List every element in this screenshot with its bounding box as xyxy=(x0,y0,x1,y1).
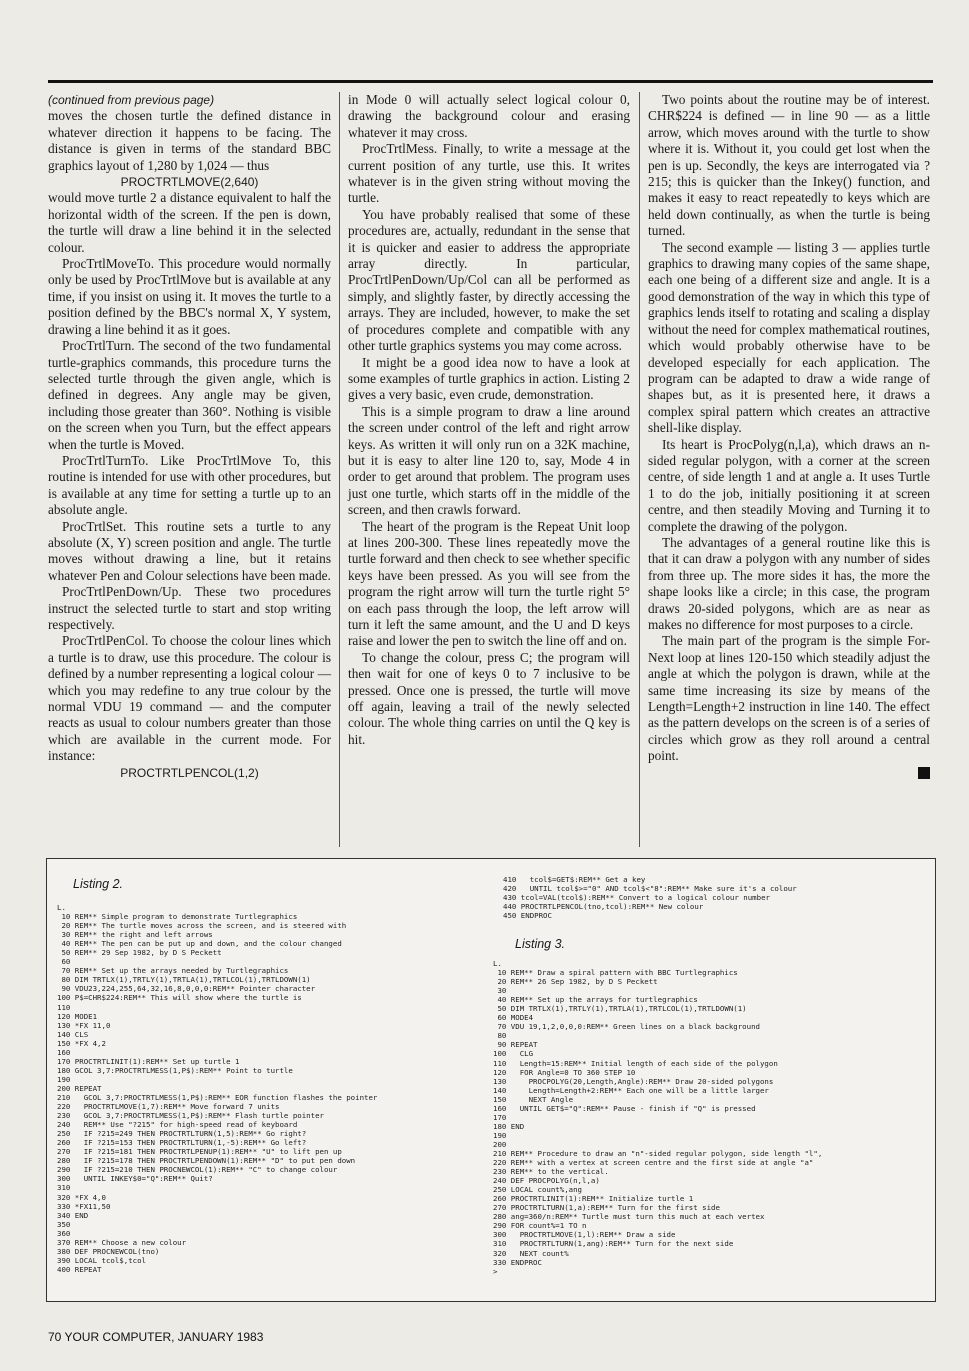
article-column-2 xyxy=(348,92,630,748)
paragraph: ProcTrtlTurnTo. Like ProcTrtlMove To, this routine is intended for use with other procedures, but is available at any time for setting a turtle up to an absolute angle. xyxy=(48,452,331,518)
code-example: PROCTRTLPENCOL(1,2) xyxy=(120,765,259,780)
paragraph: ProcTrtlPenCol. To choose the colour lines which a turtle is to draw, use this procedure. The colour is defined by a number representing a logical colour — which you may redefine to any true colour by the normal VDU 19 command — and the computer reacts as usual to colour numbers greater than those which are available in the current mode. For instance: xyxy=(48,633,331,764)
listing-2-title: Listing 2. xyxy=(73,877,124,891)
listing-3-title: Listing 3. xyxy=(515,937,566,951)
paragraph: moves the chosen turtle the defined distance in whatever direction it happens to be facing. The distance is given in terms of the standard BBC graphics layout of 1,280 by 1,024 — thus xyxy=(48,108,331,173)
end-of-article-mark xyxy=(918,767,930,779)
listing-3-code: L. 10 REM** Draw a spiral pattern with BBC Turtlegraphics 20 REM** 26 Sep 1982, by D S Peckett 30 40 REM** Set up the arrays for turtlegraphics 50 DIM TRTLX(1),TRTLY(1),TRTLA(1),TRTLCOL(1),TRTLDOWN(1) 60 MODE4 70 VDU 19,1,2,0,0,0:REM** Green lines on a black background 80 90 REPEAT 100 CLG 110 Length=15:REM** Initial length of each side of the polygon 120 FOR Angle=0 TO 360 STEP 10 130 PROCPOLYG(20,Length,Angle):REM** Draw 20-sided polygons 140 Length=Length+2:REM** Each one will be a little larger 150 NEXT Angle 160 UNTIL GET$="Q":REM** Pause - finish if "Q" is pressed 170 180 END 190 200 210 REM** Procedure to draw an "n"-sided regular polygon, side length "l", 220 REM** with a vertex at screen centre and the first side at angle "a" 230 REM** to the vertical. 240 DEF PROCPOLYG(n,l,a) 250 LOCAL count%,ang 260 PROCTRTLINIT(1):REM** Initialize turtle 1 270 PROCTRTLTURN(1,a):REM** Turn for the first side 280 ang=360/n:REM** Turtle must turn this much at each vertex 290 FOR count%=1 TO n 300 PROCTRTLMOVE(1,l):REM** Draw a side 310 PROCTRTLTURN(1,ang):REM** Turn for the next side 320 NEXT count% 330 ENDPROC > xyxy=(493,959,823,1276)
paragraph: ProcTrtlMoveTo. This procedure would normally only be used by ProcTrtlMove but is available at any time, if you insist on using it. It moves the turtle to a position defined by the BBC's normal X, Y system, drawing a line behind it as it goes. xyxy=(48,256,331,337)
paragraph: (continued from previous page) xyxy=(48,93,215,107)
code-example: PROCTRTLMOVE(2,640) xyxy=(120,175,259,190)
article-column-3 xyxy=(648,92,930,779)
column-divider xyxy=(639,92,640,847)
paragraph: in Mode 0 will actually select logical colour 0, drawing the background colour and erasing whatever it may cross. xyxy=(348,92,630,140)
top-rule xyxy=(48,80,933,83)
paragraph: It might be a good idea now to have a look at some examples of turtle graphics in action. Listing 2 gives a very basic, even crude, demonstration. xyxy=(348,354,630,403)
paragraph: ProcTrtlPenDown/Up. These two procedures instruct the selected turtle to start and stop writing respectively. xyxy=(48,584,331,632)
listing-box xyxy=(46,858,936,1302)
paragraph: This is a simple program to draw a line around the screen under control of the left and right arrow keys. As written it will only run on a 32K machine, but it is easy to alter line 120 to, say, Mode 4 in order to get around that problem. The program uses just one turtle, which starts off in the middle of the screen, and then crawls forward. xyxy=(348,403,630,518)
article-column-1 xyxy=(48,92,331,781)
listing-2-code: L. 10 REM** Simple program to demonstrate Turtlegraphics 20 REM** The turtle moves across the screen, and is steered with 30 REM** the right and left arrows 40 REM** The pen can be put up and down, and the colour changed 50 REM** 29 Sep 1982, by D S Peckett 60 70 REM** Set up the arrays needed by Turtlegraphics 80 DIM TRTLX(1),TRTLY(1),TRTLA(1),TRTLCOL(1),TRTLDOWN(1) 90 VDU23,224,255,64,32,16,8,0,0,0:REM** Pointer character 100 P$=CHR$224:REM** This will show where the turtle is 110 120 MODE1 130 *FX 11,0 140 CLS 150 *FX 4,2 160 170 PROCTRTLINIT(1):REM** Set up turtle 1 180 GCOL 3,7:PROCTRTLMESS(1,P$):REM** Point to turtle 190 200 REPEAT 210 GCOL 3,7:PROCTRTLMESS(1,P$):REM** EOR function flashes the pointer 220 PROCTRTLMOVE(1,7):REM** Move forward 7 units 230 GCOL 3,7:PROCTRTLMESS(1,P$):REM** Flash turtle pointer 240 REM** Use "?215" for high-speed read of keyboard 250 IF ?215=249 THEN PROCTRTLTURN(1,5):REM** Go right? 260 IF ?215=153 THEN PROCTRTLTURN(1,-5):REM** Go left? 270 IF ?215=181 THEN PROCTRTLPENUP(1):REM** "U" to lift pen up 280 IF ?215=178 THEN PROCTRTLPENDOWN(1):REM** "D" to put pen down 290 IF ?215=210 THEN PROCNEWCOL(1):REM** "C" to change colour 300 UNTIL INKEY$0="Q":REM** Quit? 310 320 *FX 4,0 330 *FX11,50 340 END 350 360 370 REM** Choose a new colour 380 DEF PROCNEWCOL(tno) 390 LOCAL tcol$,tcol 400 REPEAT xyxy=(57,903,378,1274)
page-footer: 70 YOUR COMPUTER, JANUARY 1983 xyxy=(48,1330,264,1344)
paragraph: ProcTrtlTurn. The second of the two fundamental turtle-graphics commands, this procedure turns the selected turtle through the given angle, which is defined in degrees. Any angle may be given, including those greater than 360°. Nothing is visible on the screen when you Turn, but the effect appears when the turtle is Moved. xyxy=(48,338,331,452)
paragraph: The advantages of a general routine like this is that it can draw a polygon with any number of sides from three up. The more sides it has, the more the shape looks like a circle; in this case, the program draws 20-sided polygons, which are as near as makes no difference for most purposes to a circle. xyxy=(648,534,930,632)
paragraph: Its heart is ProcPolyg(n,l,a), which draws an n-sided regular polygon, with a corner at the screen centre, of side length 1 and at angle a. It uses Turtle 1 to do the job, initially positioning it at screen centre, and then steadily Moving and Turning it to complete the drawing of the polygon. xyxy=(648,436,930,534)
paragraph: The heart of the program is the Repeat Unit loop at lines 200-300. These lines repeatedly move the turtle forward and then check to see whether specific keys have been pressed. As you will see from the program the right arrow will turn the turtle right 5° on each pass through the loop, the left arrow will turn it left the same amount, and the U and D keys raise and lower the pen to switch the line off and on. xyxy=(348,518,630,649)
paragraph: The main part of the program is the simple For-Next loop at lines 120-150 which steadily adjust the angle at which the polygon is drawn, while at the same time increasing its size by means of the Length=Length+2 instruction in line 140. The effect as the pattern develops on the screen is of a series of circles which grow as they roll around a central point. xyxy=(648,633,930,764)
column-divider xyxy=(339,92,340,847)
paragraph: Two points about the routine may be of interest. CHR$224 is defined — in line 90 — as a little arrow, which moves around with the turtle to show where it is. Without it, you could get lost when the pen is up. Secondly, the keys are interrogated via ?215; this is quicker than the Inkey() function, and makes it easy to react repeatedly to keys which are held down continually, as when the turtle is being turned. xyxy=(648,92,930,239)
paragraph: To change the colour, press C; the program will then wait for one of keys 0 to 7 inclusive to be pressed. Once one is pressed, the turtle will move off again, leaving a trail of the newly selected colour. The whole thing carries on until the Q key is hit. xyxy=(348,649,630,747)
listing-2-code-continued: 410 tcol$=GET$:REM** Get a key 420 UNTIL tcol$>="0" AND tcol$<"8":REM** Make sure it's a colour 430 tcol=VAL(tcol$):REM** Convert to a logical colour number 440 PROCTRTLPENCOL(tno,tcol):REM** New colour 450 ENDPROC xyxy=(503,875,797,921)
paragraph: ProcTrtlMess. Finally, to write a message at the current position of any turtle, use this. It writes whatever is in the given string without moving the turtle. xyxy=(348,141,630,206)
paragraph: ProcTrtlSet. This routine sets a turtle to any absolute (X, Y) screen position and angle. The turtle moves without drawing a line, but it retains whatever Pen and Colour selections have been made. xyxy=(48,518,331,583)
paragraph: You have probably realised that some of these procedures are, actually, redundant in the sense that it is quicker and easier to address the appropriate array directly. In particular, ProcTrtlPenDown/Up/Col can all be performed as simply, and slightly faster, by directly accessing the arrays. They are included, however, to make the set of procedures complete and compatible with any other turtle graphics systems you may come across. xyxy=(348,206,630,354)
paragraph: would move turtle 2 a distance equivalent to half the horizontal width of the screen. If the pen is down, the turtle will draw a line behind it in the selected colour. xyxy=(48,190,331,255)
paragraph: The second example — listing 3 — applies turtle graphics to drawing many copies of the same shape, each one being of a different size and angle. It is a good demonstration of the way in which this type of graphics lends itself to rotating and scaling a display without the need for complex mathematical routines, which would probably otherwise have to be developed especially for each application. The program can be adapted to draw a wide range of shapes but, as it is presented here, it draws a complex spiral pattern which creates an attractive shell-like display. xyxy=(648,239,930,436)
